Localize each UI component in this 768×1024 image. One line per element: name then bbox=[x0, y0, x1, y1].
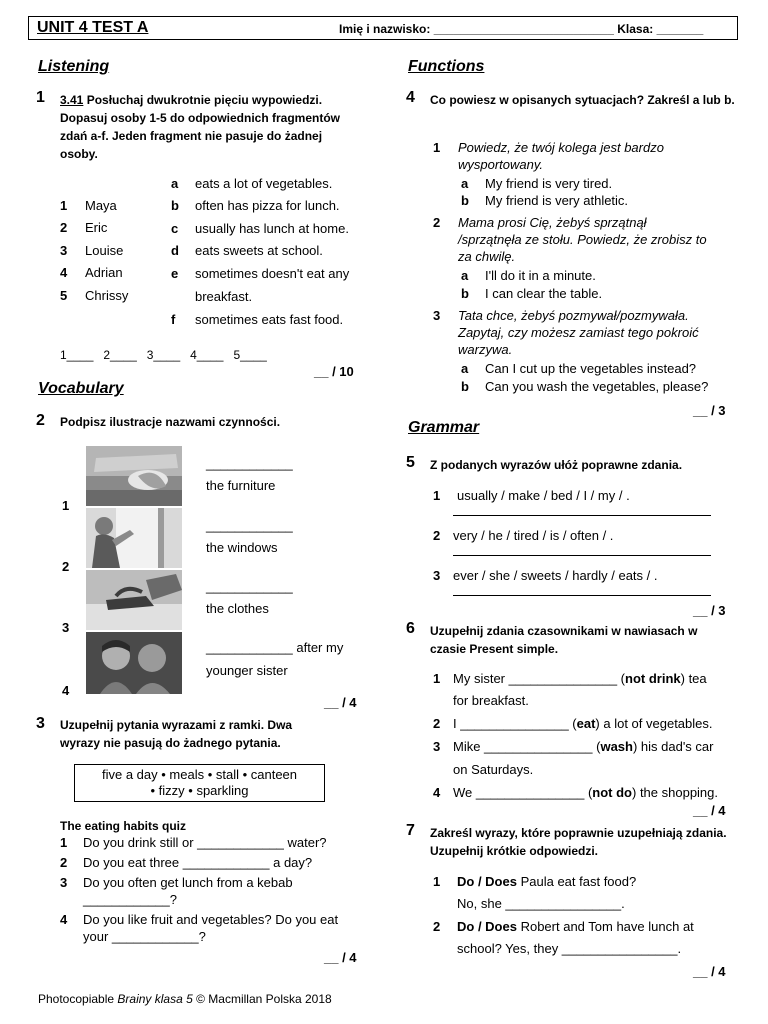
word-box-line: five a day • meals • stall • canteen bbox=[101, 767, 298, 782]
q6-item: 1 My sister _______________ (not drink) tea bbox=[433, 671, 707, 686]
q1-answer-line: 1____ 2____ 3____ 4____ 5____ bbox=[60, 348, 267, 362]
q5-answer-line bbox=[453, 555, 711, 556]
children-photo bbox=[86, 632, 182, 694]
grammar-title: Grammar bbox=[408, 419, 480, 436]
q6-item: 3 Mike _______________ (wash) his dad's car bbox=[433, 739, 714, 754]
vocab-item-number: 1 bbox=[62, 498, 70, 513]
q7-item: 2 Do / Does Robert and Tom have lunch at bbox=[433, 919, 694, 934]
window-cleaning-photo bbox=[86, 508, 182, 568]
vocab-item-number: 2 bbox=[62, 559, 70, 574]
q4-number: 4 bbox=[406, 89, 415, 106]
q4-instruction: Co powiesz w opisanych sytuacjach? Zakreśl a lub b. bbox=[430, 93, 735, 107]
option-row: c usually has lunch at home. bbox=[171, 221, 349, 236]
quiz-question: 2 Do you eat three ____________ a day? bbox=[60, 855, 313, 870]
option-row: b often has pizza for lunch. bbox=[171, 198, 340, 213]
q5-score: __ / 3 bbox=[693, 603, 726, 618]
unit-title: UNIT 4 TEST A bbox=[37, 19, 149, 36]
vocab-answer-line: ____________ after my bbox=[206, 640, 344, 655]
header-box bbox=[28, 16, 738, 40]
listening-title: Listening bbox=[38, 58, 110, 75]
q6-number: 6 bbox=[406, 620, 415, 637]
vocab-answer-line: ____________ bbox=[206, 518, 293, 533]
quiz-question-cont: ____________? bbox=[83, 892, 177, 907]
q5-instruction: Z podanych wyrazów ułóż poprawne zdania. bbox=[430, 458, 683, 472]
q3-score: __ / 4 bbox=[324, 950, 357, 965]
q7-item: 1 Do / Does Paula eat fast food? bbox=[433, 874, 637, 889]
quiz-question: 4 Do you like fruit and vegetables? Do you eat bbox=[60, 912, 339, 927]
q1-score: __ / 10 bbox=[314, 364, 354, 379]
q5-item: 3 ever / she / sweets / hardly / eats / . bbox=[433, 568, 658, 583]
dusting-photo bbox=[86, 446, 182, 506]
q3-instruction: Uzupełnij pytania wyrazami z ramki. Dwa wyrazy nie pasują do żadnego pytania. bbox=[60, 718, 293, 750]
quiz-question-cont: your ____________? bbox=[83, 929, 206, 944]
quiz-question: 1 Do you drink still or ____________ water? bbox=[60, 835, 327, 850]
q4-score: __ / 3 bbox=[693, 403, 726, 418]
q6-item: 4 We _______________ (not do) the shopping. bbox=[433, 785, 719, 800]
vocab-object: the furniture bbox=[206, 478, 276, 493]
q5-item: 1 usually / make / bed / I / my / . bbox=[433, 488, 630, 503]
q6-item-cont: on Saturdays. bbox=[453, 762, 534, 777]
q5-number: 5 bbox=[406, 454, 415, 471]
q6-item: 2 I _______________ (eat) a lot of vegetables. bbox=[433, 716, 713, 731]
q2-instruction: Podpisz ilustracje nazwami czynności. bbox=[60, 415, 281, 429]
person-row: 3 Louise bbox=[60, 243, 124, 258]
q3-number: 3 bbox=[36, 715, 45, 732]
q6-instruction: Uzupełnij zdania czasownikami w nawiasach w czasie Present simple. bbox=[430, 624, 698, 656]
word-box-line: • fizzy • sparkling bbox=[150, 783, 249, 798]
q5-item: 2 very / he / tired / is / often / . bbox=[433, 528, 614, 543]
q2-score: __ / 4 bbox=[324, 695, 357, 710]
q7-item-cont: No, she ________________. bbox=[457, 896, 625, 911]
q1-instruction: 3.41 Posłuchaj dwukrotnie pięciu wypowiedzi. Dopasuj osoby 1-5 do odpowiednich fragmentów zdań a-f. Jeden fragment nie pasuje do żadnej osoby. bbox=[60, 93, 341, 161]
q6-score: __ / 4 bbox=[693, 803, 726, 818]
student-info-line: Imię i nazwisko: ___________________________ Klasa: _______ bbox=[339, 22, 704, 36]
q6-item-cont: for breakfast. bbox=[453, 693, 529, 708]
person-row: 2 Eric bbox=[60, 220, 108, 235]
vocab-item-number: 4 bbox=[62, 683, 70, 698]
quiz-question: 3 Do you often get lunch from a kebab bbox=[60, 875, 293, 890]
vocab-answer-line: ____________ bbox=[206, 579, 293, 594]
functions-title: Functions bbox=[408, 58, 485, 75]
vocab-object: younger sister bbox=[206, 663, 288, 678]
q7-item-cont: school? Yes, they ________________. bbox=[457, 941, 682, 956]
quiz-title: The eating habits quiz bbox=[60, 819, 187, 833]
q7-score: __ / 4 bbox=[693, 964, 726, 979]
person-row: 5 Chrissy bbox=[60, 288, 129, 303]
q5-answer-line bbox=[453, 515, 711, 516]
q7-instruction: Zakreśl wyrazy, które poprawnie uzupełniają zdania. Uzupełnij krótkie odpowiedzi. bbox=[430, 826, 727, 858]
vocab-object: the windows bbox=[206, 540, 278, 555]
q5-answer-line bbox=[453, 595, 711, 596]
q1-number: 1 bbox=[36, 89, 45, 106]
person-row: 4 Adrian bbox=[60, 265, 123, 280]
vocab-object: the clothes bbox=[206, 601, 269, 616]
q7-number: 7 bbox=[406, 822, 415, 839]
ironing-photo bbox=[86, 570, 182, 630]
option-row: a eats a lot of vegetables. bbox=[171, 176, 333, 191]
q2-number: 2 bbox=[36, 412, 45, 429]
vocab-answer-line: ____________ bbox=[206, 456, 293, 471]
vocab-item-number: 3 bbox=[62, 620, 70, 635]
vocabulary-title: Vocabulary bbox=[38, 380, 124, 397]
option-row: d eats sweets at school. bbox=[171, 243, 323, 258]
person-row: 1 Maya bbox=[60, 198, 117, 213]
track-number: 3.41 bbox=[60, 93, 84, 107]
option-row: e sometimes doesn't eat any bbox=[171, 266, 350, 281]
footer: Photocopiable Brainy klasa 5 © Macmillan Polska 2018 bbox=[38, 992, 332, 1006]
option-row: f sometimes eats fast food. bbox=[171, 312, 344, 327]
word-box bbox=[74, 764, 325, 802]
